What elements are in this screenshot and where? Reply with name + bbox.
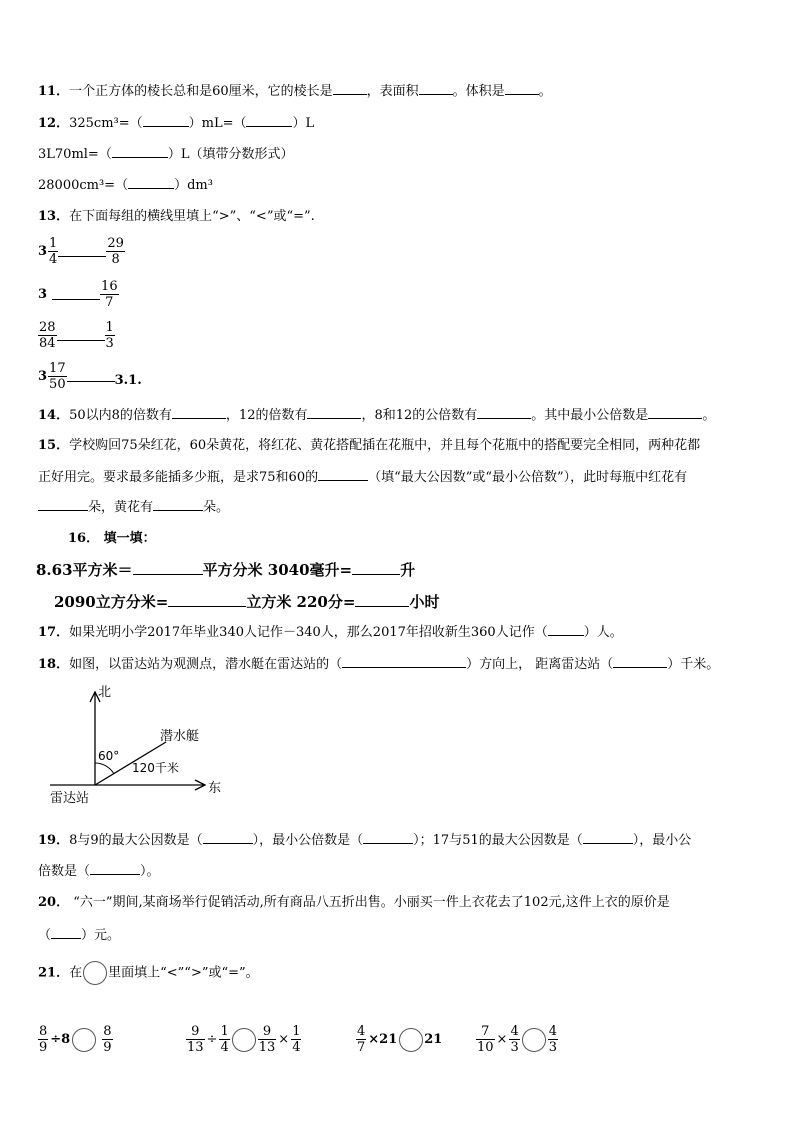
- q14-c: ，8和12的公倍数有: [361, 408, 478, 423]
- q16-blank-3[interactable]: [168, 592, 246, 607]
- denominator: 9: [39, 1040, 48, 1055]
- q19-blank-1[interactable]: [203, 831, 253, 844]
- denominator: 8: [111, 252, 120, 267]
- q13-r2-whole: 3: [38, 287, 48, 302]
- q12-line2-a: 3L70ml=（: [38, 147, 112, 162]
- denominator: 9: [103, 1040, 112, 1055]
- q12-blank-mixed[interactable]: [112, 145, 168, 158]
- q17-number: 17．: [38, 625, 70, 640]
- q13-text: 在下面每组的横线里填上“>”、“<”或“=”.: [69, 209, 315, 224]
- q13-r3-fraction: [38, 320, 57, 351]
- q19-blank-4[interactable]: [90, 862, 140, 875]
- operator: ×21: [368, 1032, 398, 1047]
- q18-blank-distance[interactable]: [613, 655, 667, 668]
- question-21: [38, 961, 259, 985]
- denominator: 50: [49, 377, 66, 392]
- denominator: 4: [292, 1040, 301, 1055]
- q16-b3: 小时: [409, 593, 440, 611]
- question-12-line1: [38, 114, 314, 133]
- q15-line2-b: （填“最大公因数”或“最小公倍数”），此时每瓶中红花有: [368, 470, 688, 485]
- q14-d: 。其中最小公倍数是: [531, 408, 649, 423]
- denominator: 7: [357, 1040, 366, 1055]
- q13-r4-blank[interactable]: [67, 381, 115, 382]
- question-20-line2: [38, 926, 120, 945]
- numerator: 1: [292, 1024, 301, 1039]
- q14-blank-1[interactable]: [172, 406, 226, 419]
- q15-line2-a: 正好用完。要求最多能插多少瓶，是求75和60的: [38, 470, 319, 485]
- q15-line3-b: 朵。: [203, 500, 230, 515]
- numerator: 8: [39, 1024, 48, 1039]
- north-label: 北: [98, 685, 112, 700]
- q14-blank-2[interactable]: [307, 406, 361, 419]
- q19-b: ），最小公倍数是（: [252, 833, 364, 848]
- q12-line3-b: ）dm³: [174, 178, 213, 193]
- q14-e: 。: [702, 408, 716, 423]
- q18-c: ）千米。: [667, 657, 720, 672]
- distance-label: 120千米: [132, 761, 179, 775]
- numerator: 4: [357, 1024, 366, 1039]
- q19-number: 19．: [38, 833, 70, 848]
- q20-line1: “六一”期间,某商场举行促销活动,所有商品八五折出售。小丽买一件上衣花去了102元,这件上衣的原价是: [69, 895, 670, 910]
- q16-a3: 升: [400, 561, 416, 579]
- q13-r2-blank[interactable]: [52, 299, 100, 300]
- q13-row-2: [38, 279, 119, 310]
- denominator: 3: [548, 1040, 558, 1055]
- radar-diagram: [40, 680, 240, 810]
- q16-b1: 2090立方分米=: [54, 593, 169, 611]
- submarine-label: 潜水艇: [160, 729, 200, 744]
- q13-number: 13．: [38, 209, 70, 224]
- numerator: 7: [476, 1024, 495, 1040]
- q13-row-4: [38, 361, 142, 392]
- numerator: 16: [101, 279, 118, 294]
- denominator: 13: [187, 1040, 204, 1055]
- denominator: 84: [39, 336, 56, 351]
- denominator: 13: [258, 1040, 276, 1055]
- q11-text-c: 。体积是: [452, 84, 505, 99]
- q17-b: ）人。: [583, 625, 623, 640]
- q13-r1-whole: 3: [38, 244, 48, 259]
- question-20-line1: [38, 894, 670, 912]
- q16-a1: 8.63平方米＝: [36, 561, 133, 579]
- q15-blank-yellow[interactable]: [153, 498, 203, 511]
- denominator: 10: [477, 1040, 494, 1055]
- q19-blank-2[interactable]: [363, 831, 413, 844]
- question-17: [38, 623, 623, 642]
- q14-blank-3[interactable]: [477, 406, 531, 419]
- denominator: 4: [49, 252, 58, 267]
- q14-number: 14．: [38, 408, 70, 423]
- question-15-line3: [38, 498, 229, 517]
- q12-line1-a: 325cm³=（: [69, 116, 143, 131]
- numerator: 1: [105, 320, 114, 335]
- q13-r1-blank[interactable]: [58, 256, 106, 257]
- q20-line2-a: （: [38, 928, 52, 943]
- q19-line2-b: ）。: [140, 864, 160, 879]
- denominator: 3: [105, 336, 114, 351]
- question-18: [38, 655, 719, 674]
- q16-blank-2[interactable]: [352, 560, 400, 575]
- numerator: 4: [548, 1024, 558, 1039]
- q18-blank-direction[interactable]: [342, 655, 466, 668]
- q11-text-a: 一个正方体的棱长总和是60厘米，它的棱长是: [69, 84, 333, 99]
- q21-circle-4[interactable]: [522, 1028, 546, 1052]
- operator: ÷8: [50, 1032, 71, 1047]
- q16-b2: 立方米 220分=: [246, 593, 356, 611]
- q18-b: ）方向上， 距离雷达站（: [466, 657, 614, 672]
- q12-blank-ml[interactable]: [143, 114, 189, 127]
- numerator: 1: [49, 236, 58, 251]
- q15-blank-red[interactable]: [38, 498, 88, 511]
- angle-arc: [95, 763, 114, 774]
- question-13: [38, 208, 315, 226]
- numerator: 1: [220, 1024, 229, 1039]
- question-15-line1: [38, 437, 700, 455]
- q21-circle-2[interactable]: [232, 1028, 256, 1052]
- q11-text-d: 。: [538, 84, 552, 99]
- q11-blank-volume[interactable]: [505, 82, 539, 95]
- q15-blank-type[interactable]: [318, 468, 368, 481]
- q21-compare-3: [356, 1024, 442, 1055]
- q14-blank-4[interactable]: [648, 406, 702, 419]
- q15-number: 15．: [38, 438, 70, 453]
- q19-d: ），最小公: [632, 833, 692, 848]
- q18-a: 如图，以雷达站为观测点，潜水艇在雷达站的（: [69, 657, 343, 672]
- numerator: 28: [39, 320, 56, 335]
- q16-title: 16． 填一填：: [68, 531, 156, 546]
- q19-a: 8与9的最大公因数是（: [69, 833, 203, 848]
- east-label: 东: [208, 781, 222, 796]
- numerator: 29: [107, 236, 124, 251]
- denominator: 3: [510, 1040, 519, 1055]
- q12-line3-a: 28000cm³=（: [38, 178, 129, 193]
- numerator: 8: [103, 1024, 112, 1039]
- right-value: 21: [424, 1032, 443, 1047]
- q20-number: 20．: [38, 895, 70, 910]
- q13-row-3: [38, 320, 115, 351]
- q16-line1: [36, 559, 415, 580]
- q12-line1-b: ）mL=（: [188, 116, 247, 131]
- denominator: 7: [105, 295, 114, 310]
- q13-r2-right-fraction: [100, 279, 119, 310]
- q16-blank-1[interactable]: [133, 560, 203, 575]
- q15-line1: 学校购回75朵红花，60朵黄花，将红花、黄花搭配插在花瓶中，并且每个花瓶中的搭配要完全相同，两种花都: [69, 438, 701, 453]
- numerator: 9: [186, 1024, 205, 1040]
- q13-r4-whole: 3: [38, 369, 48, 384]
- q14-a: 50以内8的倍数有: [69, 408, 172, 423]
- q15-line3-a: 朵，黄花有: [88, 500, 154, 515]
- q21-a: 在: [69, 965, 83, 981]
- question-12-line3: [38, 176, 213, 195]
- q20-blank[interactable]: [51, 926, 81, 939]
- operator: ÷: [206, 1032, 218, 1047]
- q16-a2: 平方分米 3040毫升=: [202, 561, 353, 579]
- q12-blank-l[interactable]: [246, 114, 292, 127]
- q12-number: 12．: [38, 116, 70, 131]
- angle-label: 60°: [98, 749, 120, 763]
- q11-blank-area[interactable]: [419, 82, 453, 95]
- q12-line1-c: ）L: [292, 116, 315, 131]
- q16-blank-4[interactable]: [355, 592, 409, 607]
- q21-compare-1: [38, 1024, 113, 1055]
- operator: ×: [278, 1032, 290, 1047]
- q14-b: ，12的倍数有: [225, 408, 308, 423]
- question-11: [38, 82, 552, 101]
- q13-row-1: [38, 236, 125, 267]
- q13-r1-fraction: [48, 236, 58, 267]
- q13-r4-right: 3.1.: [114, 373, 142, 388]
- numerator: 9: [258, 1024, 277, 1040]
- q12-blank-dm3[interactable]: [128, 176, 174, 189]
- q21-circle-3[interactable]: [399, 1028, 423, 1052]
- q11-text-b: ，表面积: [366, 84, 419, 99]
- q21-sample-circle: [83, 961, 107, 985]
- question-14: [38, 406, 715, 425]
- q11-number: 11．: [38, 84, 70, 99]
- q19-line2-a: 倍数是（: [38, 864, 91, 879]
- q21-circle-1[interactable]: [72, 1028, 96, 1052]
- question-12-line2: [38, 145, 293, 164]
- q13-r4-fraction: [48, 361, 67, 392]
- q13-r3-right-fraction: [105, 320, 115, 351]
- q21-b: 里面填上“<”“>”或“=”。: [108, 965, 259, 981]
- q21-compare-4: [476, 1024, 558, 1055]
- question-19-line1: [38, 831, 691, 850]
- operator: ×: [496, 1032, 508, 1047]
- numerator: 17: [49, 361, 66, 376]
- question-16-title: [68, 530, 156, 548]
- q13-r3-blank[interactable]: [57, 340, 105, 341]
- numerator: 4: [510, 1024, 519, 1039]
- q19-c: ）；17与51的最大公因数是（: [413, 833, 583, 848]
- denominator: 4: [220, 1040, 229, 1055]
- station-label: 雷达站: [50, 791, 90, 806]
- question-15-line2: [38, 468, 687, 487]
- q20-line2-b: ）元。: [81, 928, 121, 943]
- q17-blank[interactable]: [548, 623, 584, 636]
- q18-number: 18．: [38, 657, 70, 672]
- q19-blank-3[interactable]: [583, 831, 633, 844]
- question-19-line2: [38, 862, 160, 881]
- q13-r1-right-fraction: [106, 236, 125, 267]
- q17-a: 如果光明小学2017年毕业340人记作－340人，那么2017年招收新生360人记作（: [69, 625, 548, 640]
- q16-line2: [54, 591, 439, 612]
- q12-line2-b: ）L（填带分数形式）: [167, 147, 294, 162]
- q21-number: 21．: [38, 965, 70, 981]
- q11-blank-edge[interactable]: [333, 82, 367, 95]
- q21-compare-2: [186, 1024, 301, 1055]
